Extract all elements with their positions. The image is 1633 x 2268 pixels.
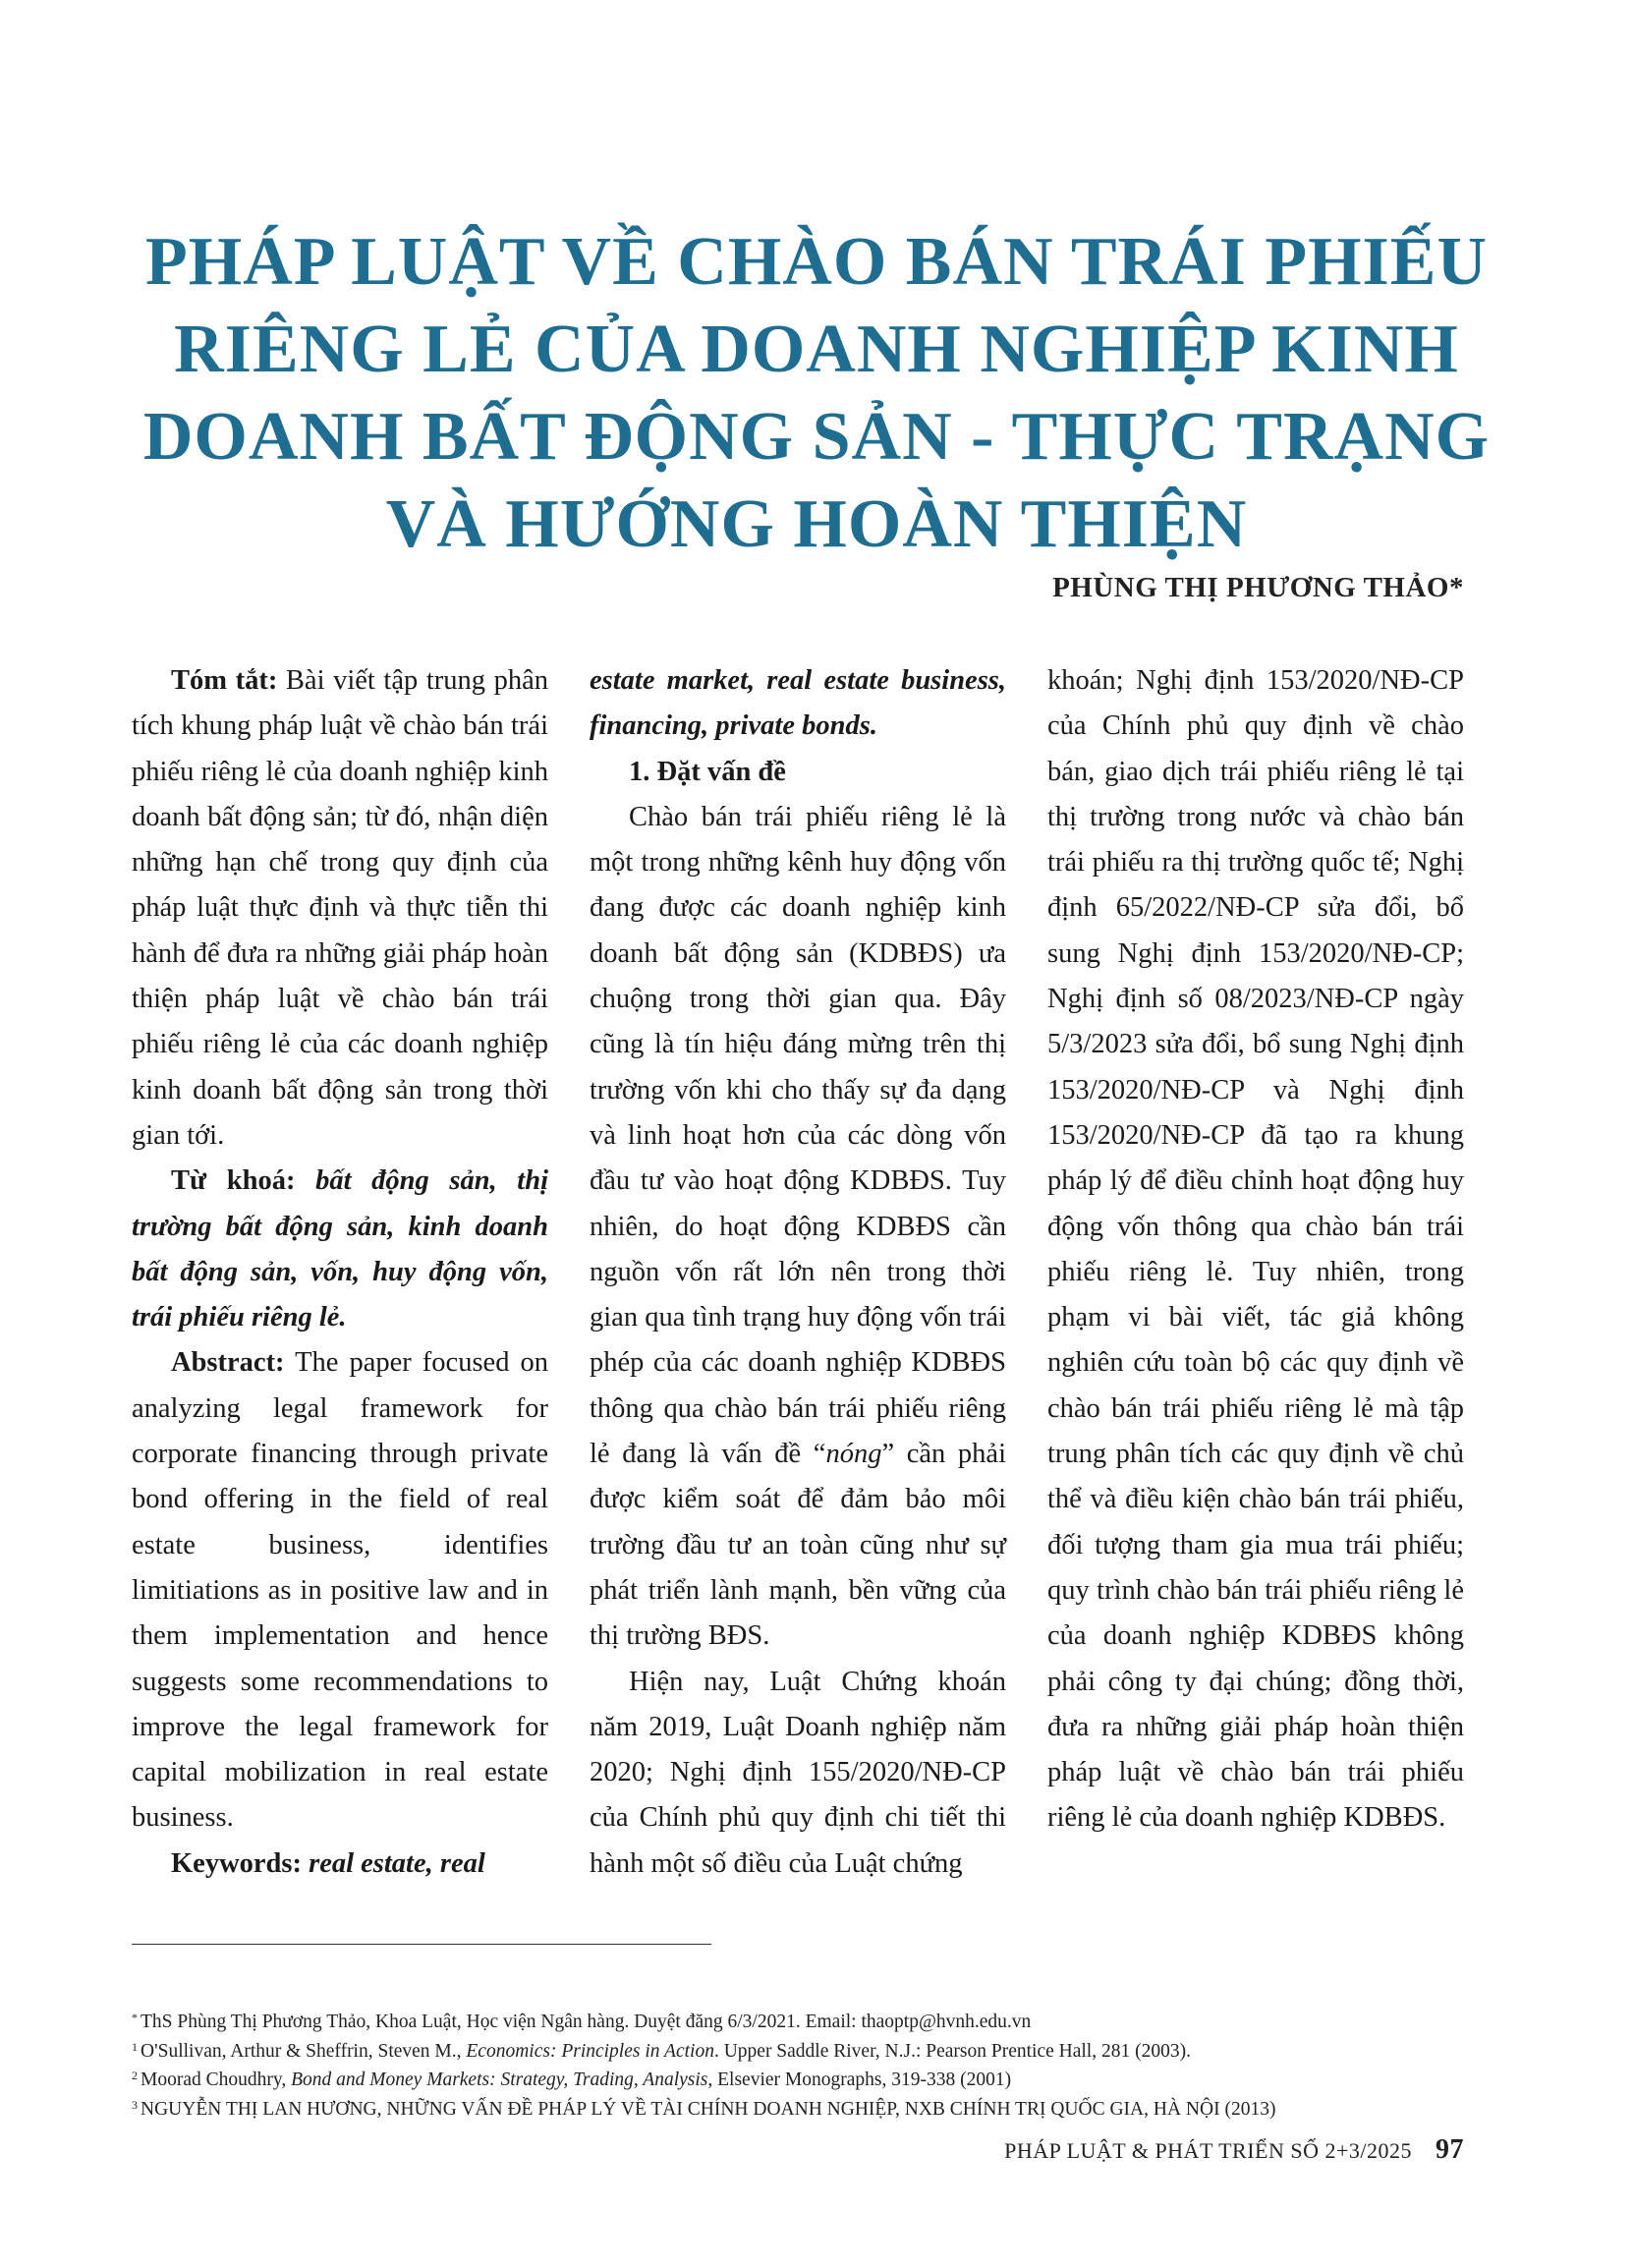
- paragraph-emphasis: nóng: [825, 1439, 882, 1470]
- footnote: [132, 2006, 1507, 2035]
- abstract-vi-text: Bài viết tập trung phân tích khung pháp luật về chào bán trái phiếu riêng lẻ của doanh nghiệp kinh doanh bất động sản; từ đó, nhận diện những hạn chế trong quy định của pháp luật thực định và thực tiễn thi hành để đưa ra những giải pháp hoàn thiện pháp luật về chào bán trái phiếu riêng lẻ của các doanh nghiệp kinh doanh bất động sản trong thời gian tới.: [132, 665, 548, 1151]
- keywords-en-text-start: real estate, real: [301, 1847, 485, 1879]
- abstract-en-text: The paper focused on analyzing legal framework for corporate financing through private bond offering in the field of real estate business, identifies limitiations as in positive law and in them implementation and hence suggests some recommendations to improve the legal framework for capital mobilization in real estate business.: [132, 1347, 548, 1834]
- keywords-en: [132, 1842, 548, 1887]
- footnote-mark: 1: [132, 2039, 138, 2054]
- title-line: PHÁP LUẬT VỀ CHÀO BÁN TRÁI PHIẾU: [144, 224, 1489, 300]
- keywords-en-continued: [590, 658, 1006, 750]
- paragraph-text: Chào bán trái phiếu riêng lẻ là một trong những kênh huy động vốn đang được các doanh nghiệp kinh doanh bất động sản (KDBĐS) ưa chuộng trong thời gian qua. Đây cũng là tín hiệu đáng mừng trên thị trường vốn khi cho thấy sự đa dạng và linh hoạt hơn của các dòng vốn đầu tư vào hoạt động KDBĐS. Tuy nhiên, do hoạt động KDBĐS cần nguồn vốn rất lớn nên trong thời gian qua tình trạng huy động vốn trái phép của các doanh nghiệp KDBĐS thông qua chào bán trái phiếu riêng lẻ đang là vấn đề “: [590, 801, 1006, 1470]
- footnote-text: NGUYỄN THỊ LAN HƯƠNG, NHỮNG VẤN ĐỀ PHÁP LÝ VỀ TÀI CHÍNH DOANH NGHIỆP, NXB CHÍNH TRỊ QUỐC GIA, HÀ NỘI (2013): [141, 2098, 1276, 2120]
- footnote: [132, 2064, 1507, 2093]
- keywords-vi-label: Từ khoá:: [171, 1165, 296, 1197]
- keywords-vi-text: bất động sản, thị trường bất động sản, kinh doanh bất động sản, vốn, huy động vốn, trái phiếu riêng lẻ.: [132, 1165, 548, 1333]
- footnote-text: O'Sullivan, Arthur & Sheffrin, Steven M.,: [141, 2040, 467, 2062]
- journal-name: PHÁP LUẬT & PHÁT TRIỂN SỐ 2+3/2025: [1004, 2138, 1412, 2163]
- title-line: VÀ HƯỚNG HOÀN THIỆN: [385, 486, 1248, 562]
- abstract-en-label: Abstract:: [171, 1347, 285, 1379]
- page-number: 97: [1436, 2134, 1464, 2165]
- section-heading: 1. Đặt vấn đề: [629, 756, 786, 787]
- article-title: [118, 218, 1515, 568]
- keywords-vi: [132, 1159, 548, 1340]
- abstract-vi: [132, 658, 548, 1159]
- footnote-divider: [132, 1944, 711, 1945]
- keywords-en-text-end: estate market, real estate business, financing, private bonds.: [590, 665, 1006, 742]
- abstract-vi-label: Tóm tắt:: [171, 665, 278, 696]
- column-left: [132, 658, 548, 1887]
- footnote-book-title: Bond and Money Markets: Strategy, Trading, Analysis: [291, 2070, 708, 2090]
- footnote-mark: 2: [132, 2069, 138, 2082]
- footnote-text: , Elsevier Monographs, 319-338 (2001): [707, 2070, 1012, 2090]
- keywords-en-label: Keywords:: [171, 1847, 302, 1879]
- footnote-book-title: Economics: Principles in Action: [466, 2040, 714, 2062]
- footnote-text: . Upper Saddle River, N.J.: Pearson Prentice Hall, 281 (2003).: [713, 2040, 1191, 2062]
- footnote-text: ThS Phùng Thị Phương Thảo, Khoa Luật, Học viện Ngân hàng. Duyệt đăng 6/3/2021. Email: thaoptp@hvnh.edu.vn: [141, 2012, 1032, 2032]
- footnotes: [132, 2006, 1507, 2122]
- footnote: [132, 2093, 1507, 2123]
- title-line: DOANH BẤT ĐỘNG SẢN - THỰC TRẠNG: [142, 399, 1491, 475]
- footnote-mark: 3: [132, 2097, 138, 2112]
- column-middle: [590, 658, 1006, 1887]
- title-line: RIÊNG LẺ CỦA DOANH NGHIỆP KINH: [174, 312, 1459, 387]
- intro-paragraph-2-continued: khoán; Nghị định 153/2020/NĐ-CP của Chính phủ quy định về chào bán, giao dịch trái phiếu riêng lẻ tại thị trường trong nước và chào bán trái phiếu ra thị trường quốc tế; Nghị định 65/2022/NĐ-CP sửa đổi, bổ sung Nghị định 153/2020/NĐ-CP; Nghị định số 08/2023/NĐ-CP ngày 5/3/2023 sửa đổi, bổ sung Nghị định 153/2020/NĐ-CP và Nghị định 153/2020/NĐ-CP đã tạo ra khung pháp lý để điều chỉnh hoạt động huy động vốn thông qua chào bán trái phiếu riêng lẻ. Tuy nhiên, trong phạm vi bài viết, tác giả không nghiên cứu toàn bộ các quy định về chào bán trái phiếu riêng lẻ mà tập trung phân tích các quy định về chủ thể và điều kiện chào bán trái phiếu, đối tượng tham gia mua trái phiếu; quy trình chào bán trái phiếu riêng lẻ của doanh nghiệp KDBĐS không phải công ty đại chúng; đồng thời, đưa ra những giải pháp hoàn thiện pháp luật về chào bán trái phiếu riêng lẻ của doanh nghiệp KDBĐS.: [1047, 665, 1464, 1834]
- column-right: [1047, 658, 1464, 1842]
- footnote: [132, 2035, 1507, 2065]
- author-name: PHÙNG THỊ PHƯƠNG THẢO*: [1052, 572, 1464, 603]
- footnote-mark: *: [132, 2011, 138, 2024]
- paragraph-text: ” cần phải được kiểm soát để đảm bảo môi trường đầu tư an toàn cũng như sự phát triển lành mạnh, bền vững của thị trường BĐS.: [590, 1439, 1006, 1652]
- page-footer: [1004, 2134, 1464, 2166]
- intro-paragraph-2: Hiện nay, Luật Chứng khoán năm 2019, Luật Doanh nghiệp năm 2020; Nghị định 155/2020/NĐ-CP của Chính phủ quy định chi tiết thi hành một số điều của Luật chứng: [590, 1666, 1006, 1879]
- abstract-en: [132, 1340, 548, 1841]
- intro-paragraph-1: [590, 795, 1006, 1660]
- footnote-text: Moorad Choudhry,: [141, 2070, 292, 2090]
